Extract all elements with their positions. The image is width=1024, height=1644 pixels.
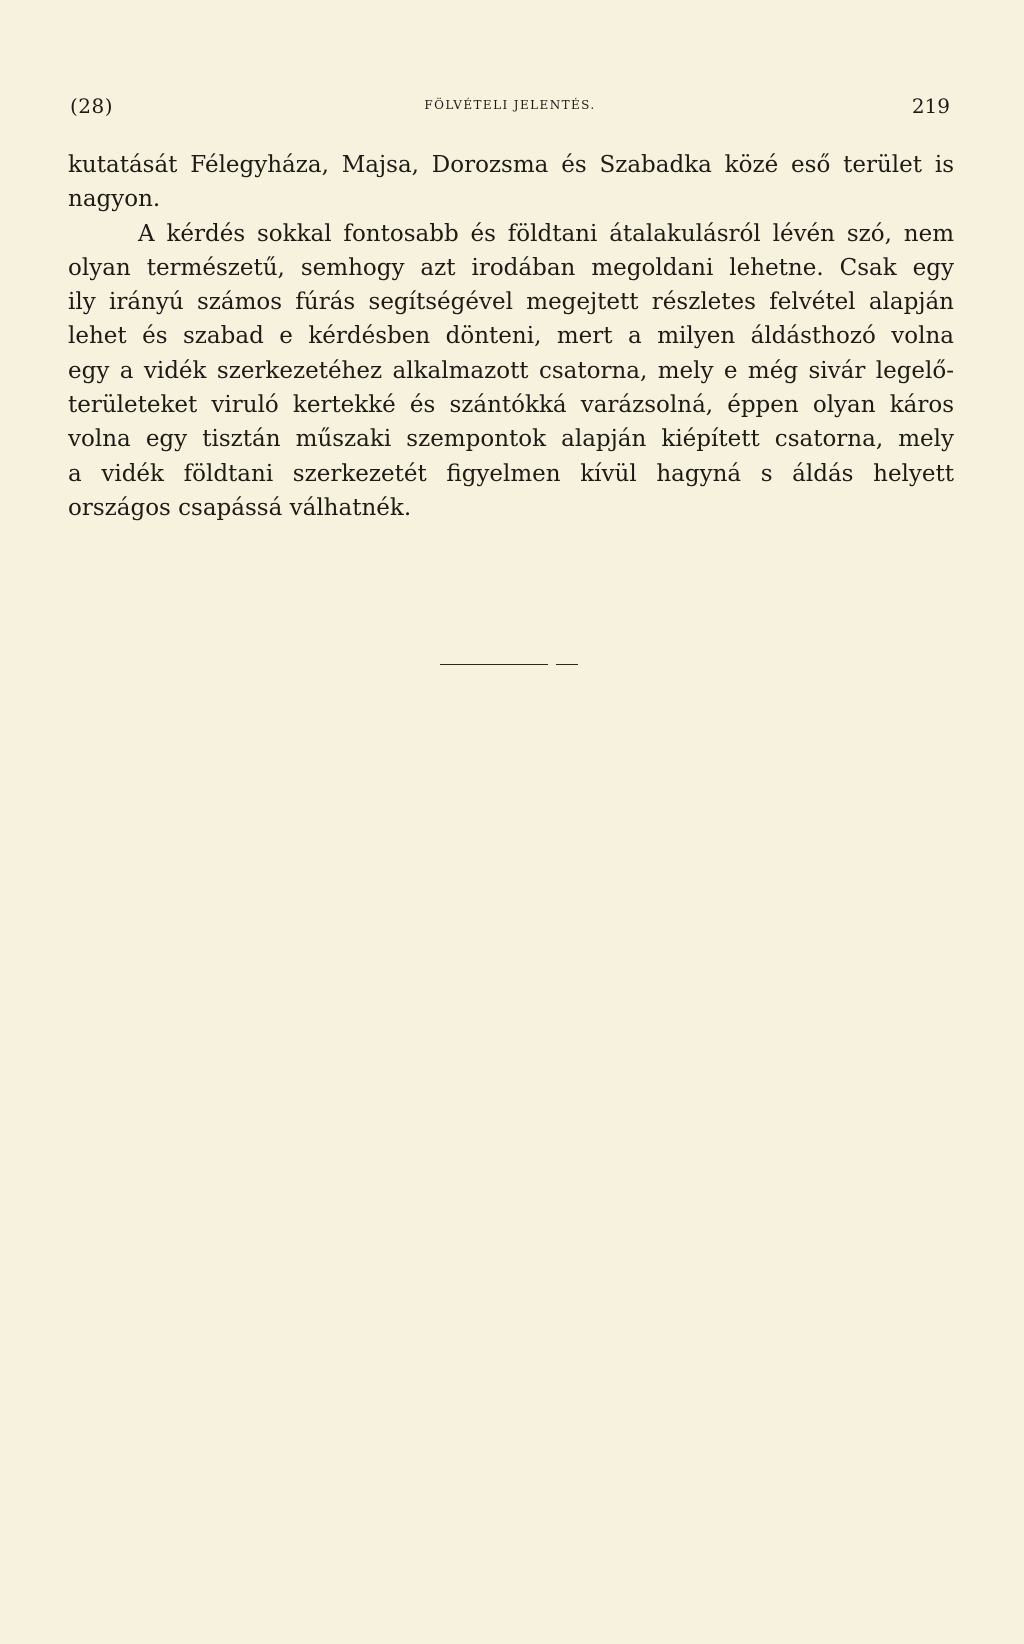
text-line: országos csapássá válhatnék. <box>68 494 412 521</box>
text-line: ily irányú számos fúrás segítségével megejtett részletes felvétel alapján <box>68 289 954 316</box>
running-title: FÖLVÉTELI JELENTÉS. <box>424 98 596 112</box>
text-line: volna egy tisztán műszaki szempontok alapján kiépített csatorna, mely <box>68 426 954 453</box>
text-line: A kérdés sokkal fontosabb és földtani átalakulásról lévén szó, nem <box>138 220 954 247</box>
text-line: lehet és szabad e kérdésben dönteni, mert a milyen áldásthozó volna <box>68 323 954 350</box>
text-line: területeket viruló kertekké és szántókká varázsolná, éppen olyan káros <box>68 392 954 419</box>
text-line: egy a vidék szerkezetéhez alkalmazott csatorna, mely e még sivár legelő- <box>68 357 954 384</box>
rule-long-segment <box>440 664 548 665</box>
text-line: olyan természetű, semhogy azt irodában megoldani lehetne. Csak egy <box>68 254 954 281</box>
section-number: (28) <box>70 94 114 118</box>
running-head <box>70 94 950 118</box>
text-line: kutatását Félegyháza, Majsa, Dorozsma és Szabadka közé eső terület is <box>68 152 954 178</box>
section-end-rule <box>440 664 578 678</box>
rule-short-segment <box>556 664 578 665</box>
page-number: 219 <box>911 94 950 118</box>
text-line: nagyon. <box>68 186 161 213</box>
text-line: a vidék földtani szerkezetét figyelmen kívül hagyná s áldás helyett <box>68 460 954 487</box>
body-paragraphs <box>68 148 954 525</box>
